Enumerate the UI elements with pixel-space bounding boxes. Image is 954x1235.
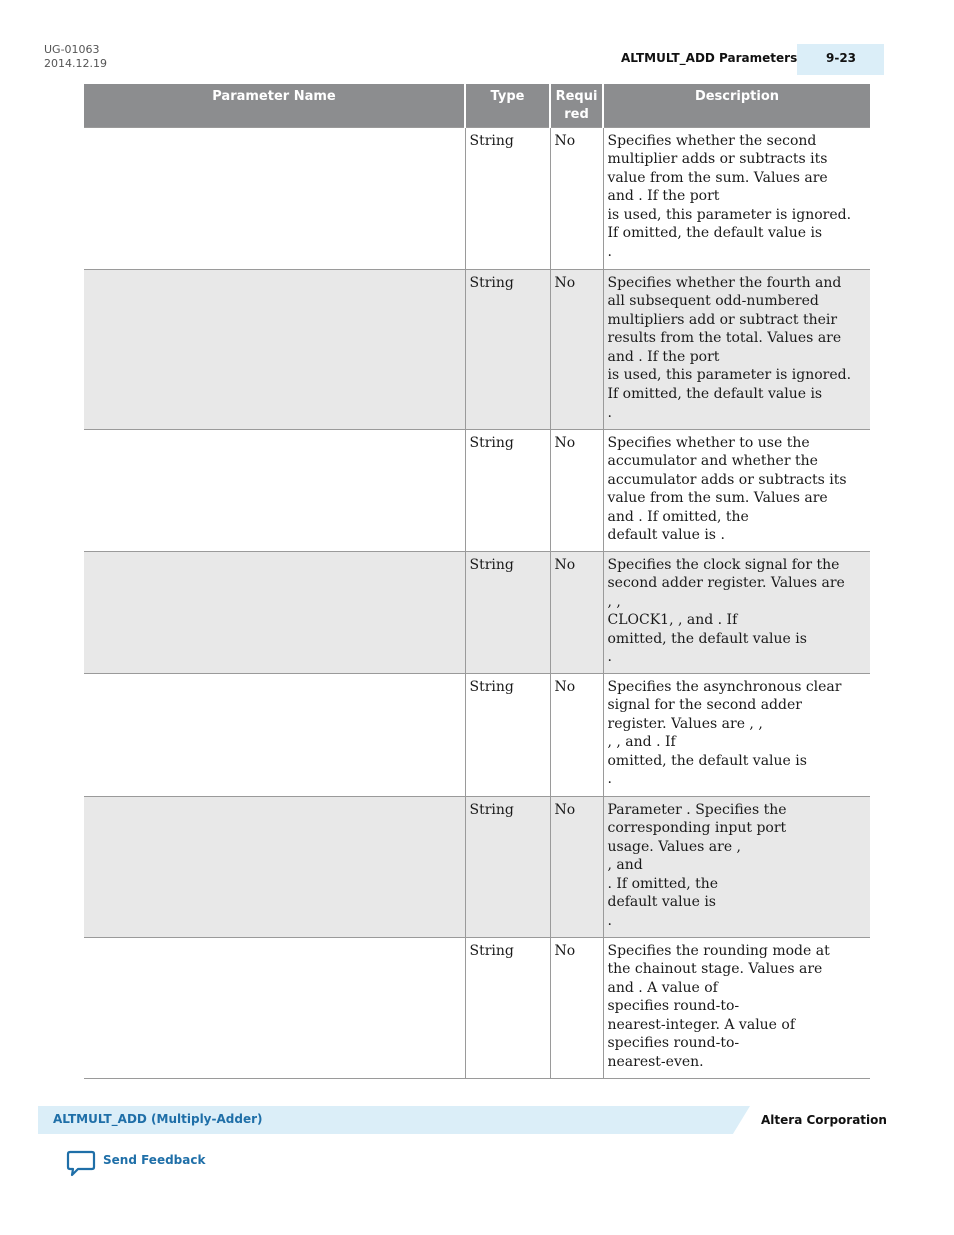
param-name-cell xyxy=(84,673,465,796)
param-description-cell: Specifies the asynchronous clear signal for the second adder register. Values are , , , , and . If omitted, the default value is . xyxy=(603,673,870,796)
doc-date: 2014.12.19 xyxy=(44,57,107,70)
footer-chapter-link[interactable]: ALTMULT_ADD (Multiply-Adder) xyxy=(53,1112,263,1126)
doc-id-block xyxy=(44,43,107,71)
table-row xyxy=(84,269,870,429)
param-name-cell xyxy=(84,551,465,673)
param-description-cell: Specifies whether to use the accumulator and whether the accumulator adds or subtracts its value from the sum. Values are and . If omitted, the default value is . xyxy=(603,429,870,551)
param-required-cell: No xyxy=(550,937,603,1078)
param-description-cell: Specifies the clock signal for the second adder register. Values are , , CLOCK1, , and . If omitted, the default value is . xyxy=(603,551,870,673)
param-name-cell xyxy=(84,269,465,429)
table-row xyxy=(84,551,870,673)
table-row xyxy=(84,796,870,937)
param-required-cell: No xyxy=(550,673,603,796)
footer-company: Altera Corporation xyxy=(761,1113,887,1127)
param-type-cell: String xyxy=(465,551,550,673)
param-required-cell: No xyxy=(550,551,603,673)
header-description: Description xyxy=(603,84,870,127)
param-name-cell xyxy=(84,937,465,1078)
param-required-cell: No xyxy=(550,127,603,269)
param-required-cell: No xyxy=(550,269,603,429)
table-row xyxy=(84,429,870,551)
parameter-table xyxy=(84,84,870,1079)
param-type-cell: String xyxy=(465,673,550,796)
param-description-cell: Specifies the rounding mode at the chainout stage. Values are and . A value of specifies round-to- nearest-integer. A value of specifies round-to- nearest-even. xyxy=(603,937,870,1078)
section-title: ALTMULT_ADD Parameters xyxy=(621,51,798,65)
param-description-cell: Parameter . Specifies the corresponding input port usage. Values are , , and . If omitted, the default value is . xyxy=(603,796,870,937)
param-required-cell: No xyxy=(550,429,603,551)
param-type-cell: String xyxy=(465,269,550,429)
table-header-row xyxy=(84,84,870,127)
speech-bubble-icon[interactable] xyxy=(66,1150,96,1178)
table-row xyxy=(84,937,870,1078)
param-type-cell: String xyxy=(465,796,550,937)
param-type-cell: String xyxy=(465,127,550,269)
page-number: 9-23 xyxy=(826,51,857,65)
header-parameter-name: Parameter Name xyxy=(84,84,465,127)
param-required-cell: No xyxy=(550,796,603,937)
header-required: Requi red xyxy=(550,84,603,127)
param-name-cell xyxy=(84,127,465,269)
param-description-cell: Specifies whether the second multiplier adds or subtracts its value from the sum. Values are and . If the port is used, this parameter is ignored. If omitted, the default value is . xyxy=(603,127,870,269)
param-type-cell: String xyxy=(465,937,550,1078)
param-description-cell: Specifies whether the fourth and all subsequent odd-numbered multipliers add or subtract their results from the total. Values are and . If the port is used, this parameter is ignored. If omitted, the default value is . xyxy=(603,269,870,429)
table-row xyxy=(84,673,870,796)
doc-id: UG-01063 xyxy=(44,43,100,56)
send-feedback-link[interactable]: Send Feedback xyxy=(103,1153,206,1167)
param-name-cell xyxy=(84,796,465,937)
param-type-cell: String xyxy=(465,429,550,551)
header-type: Type xyxy=(465,84,550,127)
table-row xyxy=(84,127,870,269)
param-name-cell xyxy=(84,429,465,551)
